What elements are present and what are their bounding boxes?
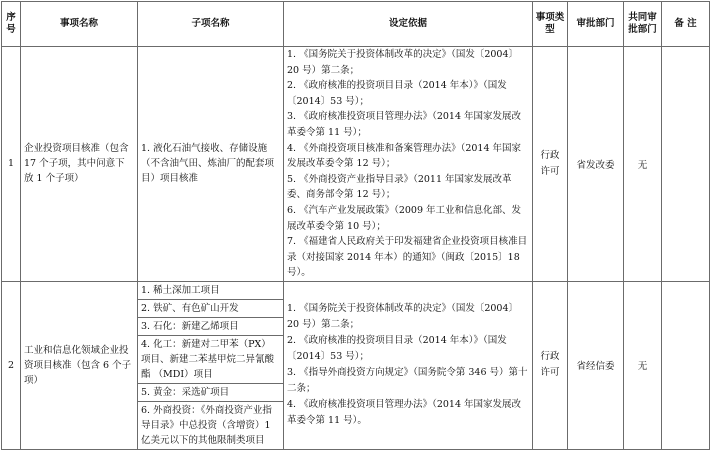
row-sub-item: 1. 液化石油气接收、存储设施（不含油气田、炼油厂的配套项目）项目核准	[138, 47, 284, 282]
sub-item: 6. 外商投资：《外商投资产业指导目录》中总投资（含增资）1 亿美元以下的其他限制类项目	[141, 404, 272, 446]
sub-item: 5. 黄金：采选矿项目	[138, 384, 283, 402]
row-basis	[284, 281, 533, 449]
basis-line: 1. 《国务院关于投资体制改革的决定》（国发〔2004〕20 号）第二条；	[287, 303, 519, 331]
row-dept: 省经信委	[568, 281, 624, 449]
approval-items-table	[1, 1, 710, 450]
basis-line: 2. 《政府核准的投资项目目录（2014 年本）》（国发〔2014〕53 号）；	[287, 80, 507, 107]
table-row	[2, 281, 710, 449]
basis-line: 7. 《福建省人民政府关于印发福建省企业投资项目核准目录（对接国家 2014 年本）的通知》（闽政〔2015〕18 号）。	[287, 236, 528, 279]
header-sub-item-name: 子项名称	[138, 2, 284, 47]
header-item-name: 事项名称	[21, 2, 138, 47]
basis-line: 4. 《外商投资项目核准和备案管理办法》（2014 年国家发展改革委令第 12 号）；	[287, 142, 522, 170]
table-row	[2, 47, 710, 282]
row-basis	[284, 47, 533, 282]
header-basis: 设定依据	[284, 2, 533, 47]
row-sub-items	[138, 281, 284, 449]
header-seq: 序号	[2, 2, 21, 47]
row-seq: 1	[2, 47, 21, 282]
sub-item: 3. 石化：新建乙烯项目	[138, 318, 283, 336]
basis-line: 2. 《政府核准的投资项目目录（2014 年本）》（国发〔2014〕53 号）；	[287, 335, 507, 363]
row-dept: 省发改委	[568, 47, 624, 282]
row-joint-dept: 无	[624, 281, 662, 449]
header-remark: 备 注	[662, 2, 710, 47]
basis-line: 4. 《政府核准投资项目管理办法》（2014 年国家发展改革委令第 11 号）。	[287, 399, 522, 427]
row-item-name: 企业投资项目核准（包含 17 个子项，其中问意下放 1 个子项）	[21, 47, 138, 282]
row-remark	[662, 47, 710, 282]
sub-item-list	[138, 282, 283, 449]
header-joint-dept: 共同审批部门	[624, 2, 662, 47]
row-remark	[662, 281, 710, 449]
sub-item: 1. 稀土深加工项目	[138, 282, 283, 300]
sub-item: 2. 铁矿、有色矿山开发	[138, 300, 283, 318]
basis-line: 3. 《指导外商投资方向规定》（国务院令第 346 号）第十二条；	[287, 367, 528, 395]
basis-line: 1. 《国务院关于投资体制改革的决定》（国发〔2004〕20 号）第二条；	[287, 49, 519, 76]
row-seq: 2	[2, 281, 21, 449]
header-dept: 审批部门	[568, 2, 624, 47]
basis-line: 3. 《政府核准投资项目管理办法》（2014 年国家发展改革委令第 11 号）；	[287, 111, 522, 138]
row-type: 行政许可	[533, 281, 568, 449]
sub-item: 4. 化工：新建对二甲苯（PX）项目、新建二苯基甲烷二异氰酸酯 （MDI）项目	[138, 336, 283, 384]
basis-line: 5. 《外商投资产业指导目录》（2011 年国家发展改革委、商务部令第 12 号）；	[287, 173, 512, 201]
header-row	[2, 2, 710, 47]
row-type: 行政许可	[533, 47, 568, 282]
row-joint-dept: 无	[624, 47, 662, 282]
header-type: 事项类型	[533, 2, 568, 47]
basis-line: 6. 《汽车产业发展政策》（2009 年工业和信息化部、发展改革委令第 10 号）；	[287, 204, 522, 232]
row-item-name: 工业和信息化领域企业投资项目核准（包含 6 个子项）	[21, 281, 138, 449]
